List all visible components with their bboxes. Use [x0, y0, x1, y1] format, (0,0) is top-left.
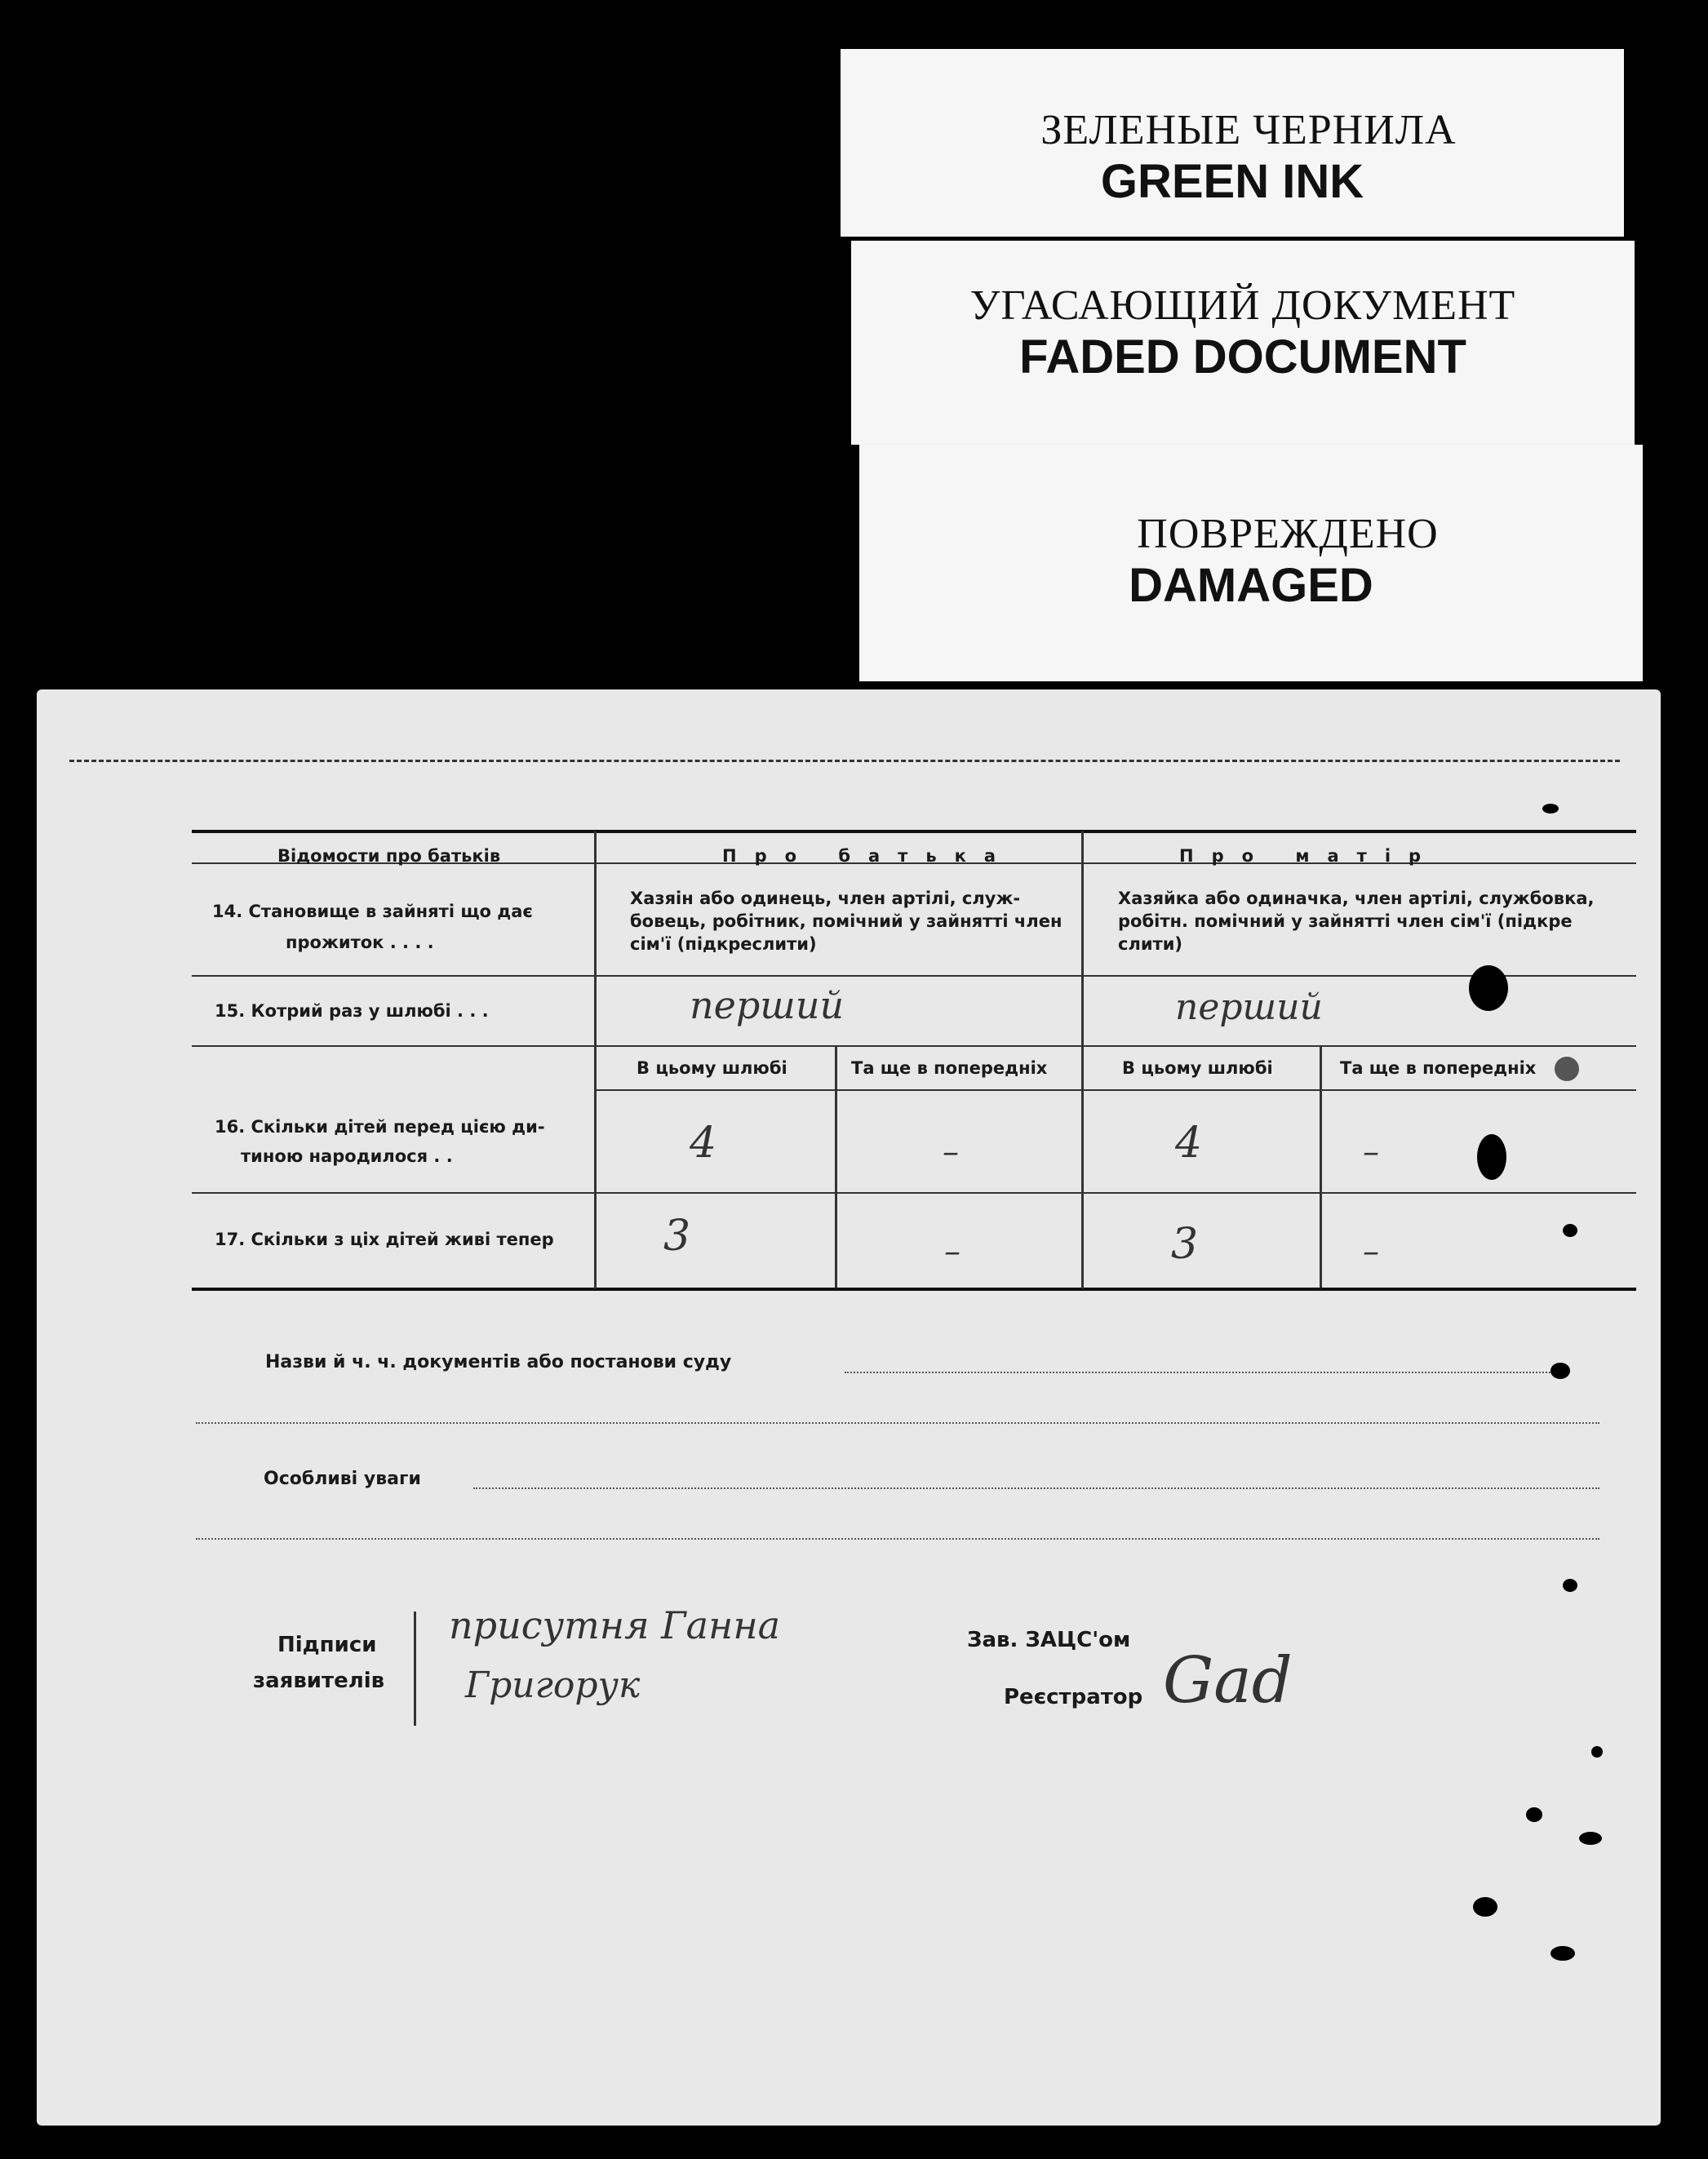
notes-line-2 [196, 1538, 1599, 1540]
row16-father-prev: – [943, 1133, 959, 1171]
stamp-faded-document [851, 241, 1635, 445]
row17-label: 17. Скільки з ціх дітей живі тепер [215, 1230, 554, 1249]
stamp-damaged [859, 445, 1643, 681]
damage-hole [1563, 1579, 1577, 1592]
row14-mother-options: Хазяйка або одиначка, член артілі, службовка, робітн. помічний у зайнятті член сім'ї (підкре слити) [1118, 889, 1595, 954]
documents-line [845, 1372, 1563, 1373]
row17-mother-in: 3 [1171, 1220, 1199, 1269]
stamp-en-text: GREEN INK [1100, 155, 1364, 208]
row17-father-prev: – [944, 1233, 960, 1270]
damage-hole [1563, 1224, 1577, 1237]
row-border [192, 1192, 1636, 1194]
row16-father-in: 4 [690, 1119, 717, 1168]
table-top-border [192, 830, 1636, 833]
damage-hole [1469, 965, 1508, 1011]
row17-father-in: 3 [663, 1212, 691, 1261]
subheader-father-in-marriage: В цьому шлюбі [637, 1058, 787, 1078]
applicant-signature-2: Григорук [465, 1665, 641, 1706]
column-divider [594, 831, 597, 1288]
stamp-ru-text: УГАСАЮЩИЙ ДОКУМЕНТ [969, 282, 1516, 329]
row-border [192, 975, 1636, 977]
subheader-father-previous: Та ще в попередніх [851, 1058, 1048, 1078]
row16-mother-in: 4 [1175, 1119, 1203, 1168]
damage-hole [1579, 1832, 1602, 1845]
stamp-ru-text: ПОВРЕЖДЕНО [1137, 511, 1439, 557]
header-parents-info: Відомости про батьків [277, 846, 501, 866]
column-divider [1081, 831, 1084, 1288]
row16-mother-prev: – [1363, 1133, 1379, 1171]
damage-spot [1555, 1057, 1579, 1081]
row15-father-value: перший [690, 983, 845, 1027]
damage-hole [1591, 1746, 1603, 1758]
damage-hole [1551, 1946, 1575, 1961]
column-divider [835, 1045, 837, 1288]
stamp-green-ink [841, 49, 1624, 237]
row14-father-options: Хазяін або одинець, член артілі, служ-бовець, робітник, помічний у зайнятті член сім'ї (підкреслити) [630, 889, 1063, 954]
damage-hole [1526, 1807, 1542, 1822]
registrar-label: Реєстратор [1004, 1685, 1143, 1709]
row14-label: 14. Становище в зайняті що дає [212, 902, 533, 921]
subheader-mother-previous: Та ще в попередніх [1340, 1058, 1537, 1078]
header-father: Про батька [722, 846, 1014, 866]
row14-label-cont: прожиток . . . . [286, 933, 434, 952]
torn-edge [69, 760, 1620, 762]
notes-label: Особливі уваги [264, 1469, 421, 1489]
signatures-label: Підписи [277, 1633, 377, 1657]
stamp-en-text: FADED DOCUMENT [1019, 330, 1466, 383]
signatures-bracket [414, 1611, 416, 1726]
damage-hole [1551, 1363, 1570, 1379]
damage-hole [1477, 1134, 1506, 1180]
applicant-signature-1: присутня Ганна [449, 1603, 781, 1647]
subheader-border [597, 1089, 1636, 1091]
documents-label: Назви й ч. ч. документів або постанови суду [265, 1352, 732, 1372]
stamp-ru-text: ЗЕЛЕНЫЕ ЧЕРНИЛА [1040, 107, 1457, 153]
form-sheet [37, 689, 1661, 2126]
head-label: Зав. ЗАЦС'ом [967, 1628, 1131, 1652]
documents-line-2 [196, 1422, 1599, 1424]
stamp-en-text: DAMAGED [1129, 559, 1373, 612]
row16-label: 16. Скільки дітей перед цією ди- [215, 1117, 545, 1137]
notes-line [473, 1487, 1599, 1489]
row15-mother-value: перший [1175, 986, 1323, 1028]
table-bottom-border [192, 1288, 1636, 1291]
header-mother: Про матір [1179, 846, 1440, 866]
row17-mother-prev: – [1363, 1233, 1379, 1270]
signatures-label-cont: заявителів [253, 1669, 385, 1693]
damage-hole [1542, 804, 1559, 814]
row-border [192, 1045, 1636, 1047]
column-divider [1320, 1045, 1322, 1288]
damage-hole [1473, 1897, 1497, 1917]
subheader-mother-in-marriage: В цьому шлюбі [1122, 1058, 1273, 1078]
row16-label-cont: тиною народилося . . [241, 1146, 453, 1166]
registrar-signature: Gad [1163, 1644, 1293, 1718]
row15-label: 15. Котрий раз у шлюбі . . . [215, 1001, 489, 1021]
